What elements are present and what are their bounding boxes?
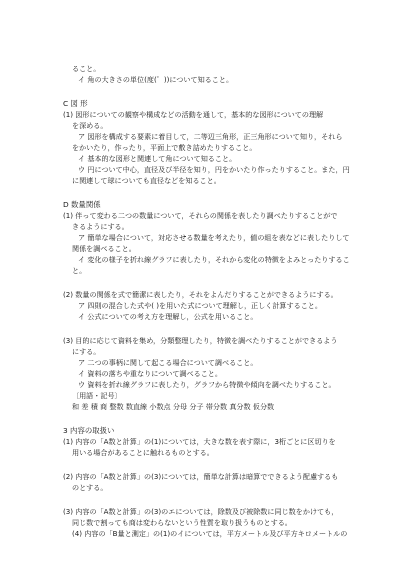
text-line: イ 資料の落ちや重なりについて調べること。 bbox=[78, 369, 222, 378]
text-line: きるようにする。 bbox=[72, 222, 129, 231]
text-line: をかいたり，作ったり，平面上で敷き詰めたりすること。 bbox=[72, 143, 257, 152]
text-line: (2) 内容の「A数と計算」の(3)については，簡単な計算は暗算でできるよう配慮するも bbox=[63, 472, 339, 481]
text-line: 用いる場合があることに触れるものとする。 bbox=[72, 448, 214, 457]
text-line: ウ 円について中心，直径及び半径を知り，円をかいたり作ったりすること。また，円 bbox=[78, 165, 350, 174]
text-line: イ 変化の様子を折れ線グラフに表したり，それから変化の特徴をよみとったりするこ bbox=[78, 255, 350, 264]
text-line: 同じ数で割っても商は変わらないという性質を取り扱うものとする。 bbox=[72, 518, 292, 527]
section-heading-quantity-relations: D 数量関係 bbox=[63, 200, 101, 209]
text-line: (4) 内容の「B量と測定」の(1)のイについては，平方メートル及び平方キロメートルの bbox=[72, 529, 348, 538]
text-line: イ 公式についての考え方を理解し，公式を用いること。 bbox=[78, 312, 258, 321]
text-line: (3) 目的に応じて資料を集め，分類整理したり，特徴を調べたりすることができるよう bbox=[63, 336, 338, 345]
text-line: にする。 bbox=[72, 347, 101, 356]
text-line: ア 二つの事柄に関して起こる場合について調べること。 bbox=[78, 358, 258, 367]
text-line: (1) 内容の「A数と計算」の(1)については，大きな数を表す際に，3桁ごとに区切りを bbox=[63, 437, 336, 446]
section-heading-figures: C 図 形 bbox=[63, 99, 88, 108]
terms-heading: 〔用語・記号〕 bbox=[72, 391, 122, 400]
text-line: (1) 図形についての観察や構成などの活動を通して，基本的な図形についての理解 bbox=[63, 110, 324, 119]
text-line: ウ 資料を折れ線グラフに表したり，グラフから特徴や傾向を調べたりすること。 bbox=[78, 380, 336, 389]
text-line: と。 bbox=[72, 266, 87, 275]
text-line: (1) 伴って変わる二つの数量について，それらの関係を表したり調べたりすることがで bbox=[63, 211, 338, 220]
text-line: (3) 内容の「A数と計算」の(3)のエについては，除数及び被除数に同じ数をかけても， bbox=[63, 507, 339, 516]
text-line: 関係を調べること。 bbox=[72, 244, 136, 253]
text-line: のとする。 bbox=[72, 483, 108, 492]
text-line: イ 角の大きさの単位(度(゜))について知ること。 bbox=[78, 75, 234, 84]
text-line: に関連して球についても直径などを知ること。 bbox=[72, 176, 221, 185]
text-line: ること。 bbox=[72, 64, 101, 73]
text-line: を深める。 bbox=[72, 121, 108, 130]
section-heading-content-handling: 3 内容の取扱い bbox=[63, 426, 115, 435]
text-line: (2) 数量の関係を式で簡潔に表したり，それをよんだりすることができるようにする。 bbox=[63, 290, 338, 299]
text-line: イ 基本的な図形と関連して角について知ること。 bbox=[78, 154, 237, 163]
text-line: ア 四則の混合した式や( )を用いた式について理解し，正しく計算すること。 bbox=[78, 301, 322, 310]
text-line: ア 図形を構成する要素に着目して，二等辺三角形，正三角形について知り，それら bbox=[78, 132, 343, 141]
text-line: ア 簡単な場合について，対応させる数量を考えたり，値の組を表などに表したりして bbox=[78, 233, 350, 242]
terms-list: 和 差 積 商 整数 数直線 小数点 分母 分子 帯分数 真分数 仮分数 bbox=[72, 402, 275, 411]
